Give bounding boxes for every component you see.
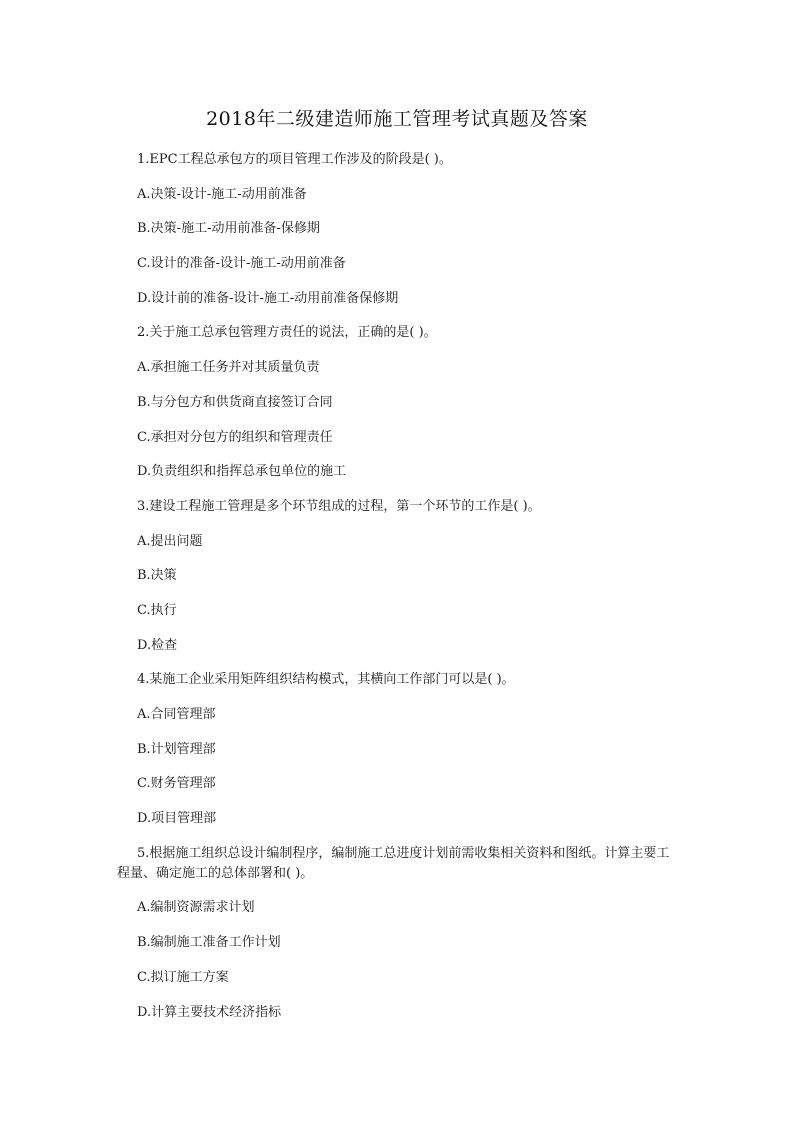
question-block-4 (117, 670, 679, 829)
question-stem: 3.建设工程施工管理是多个环节组成的过程，第一个环节的工作是( )。 (137, 498, 541, 514)
option-c: C.承担对分包方的组织和管理责任 (137, 429, 333, 445)
option-d: D.计算主要技术经济指标 (137, 1004, 282, 1020)
question-stem: 5.根据施工组织总设计编制程序，编制施工总进度计划前需收集相关资料和图纸。计算主要工程量、确定施工的总体部署和( )。 (117, 845, 670, 881)
option-a: A.提出问题 (137, 533, 203, 549)
option-b: B.与分包方和供货商直接签订合同 (137, 394, 333, 410)
option-a: A.决策-设计-施工-动用前准备 (137, 186, 307, 202)
question-block-5 (117, 844, 679, 1023)
option-c: C.设计的准备-设计-施工-动用前准备 (137, 256, 346, 272)
page-title: 2018年二级建造师施工管理考试真题及答案 (206, 108, 588, 130)
question-block-3 (117, 497, 679, 656)
question-stem: 2.关于施工总承包管理方责任的说法，正确的是( )。 (137, 325, 437, 341)
option-d: D.设计前的准备-设计-施工-动用前准备保修期 (137, 290, 399, 306)
option-b: B.编制施工准备工作计划 (137, 935, 281, 951)
option-c: C.拟订施工方案 (137, 969, 229, 985)
option-c: C.执行 (137, 602, 177, 618)
question-stem: 4.某施工企业采用矩阵组织结构模式，其横向工作部门可以是( )。 (137, 672, 515, 688)
option-d: D.检查 (137, 637, 178, 653)
option-d: D.项目管理部 (137, 811, 217, 827)
option-b: B.决策-施工-动用前准备-保修期 (137, 221, 320, 237)
question-list (117, 150, 679, 1037)
option-d: D.负责组织和指挥总承包单位的施工 (137, 464, 347, 480)
question-block-2 (117, 323, 679, 482)
question-block-1 (117, 150, 679, 309)
option-a: A.承担施工任务并对其质量负责 (137, 360, 320, 376)
option-a: A.编制资源需求计划 (137, 900, 255, 916)
option-b: B.计划管理部 (137, 741, 216, 757)
option-c: C.财务管理部 (137, 776, 216, 792)
option-b: B.决策 (137, 568, 177, 584)
option-a: A.合同管理部 (137, 707, 216, 722)
question-stem: 1.EPC工程总承包方的项目管理工作涉及的阶段是( )。 (137, 152, 452, 167)
